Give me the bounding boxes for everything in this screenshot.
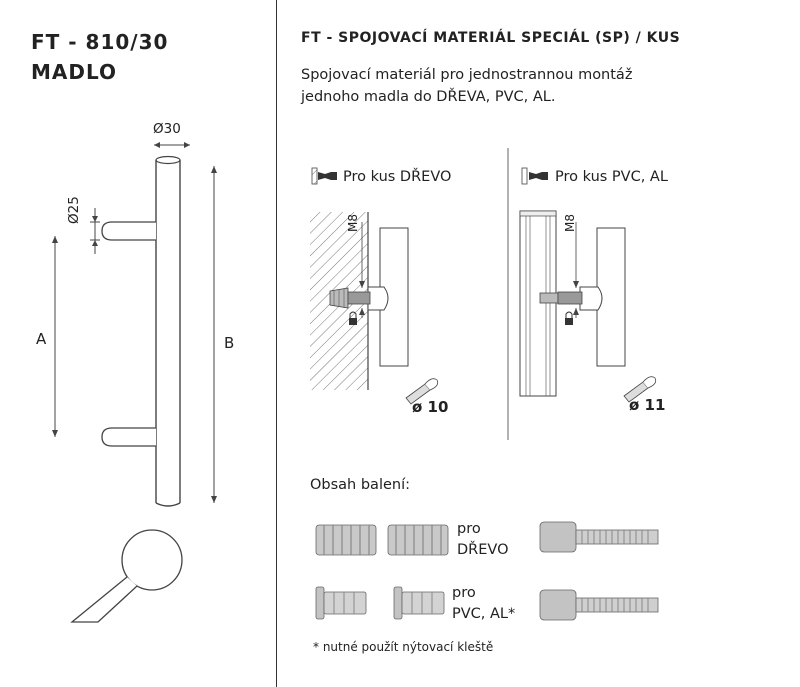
wood-insert-1 bbox=[316, 525, 376, 555]
product-code: FT - 810/30 bbox=[31, 30, 169, 54]
wood-thread-label: M8 bbox=[346, 214, 360, 232]
wood-row-label-2: DŘEVO bbox=[457, 542, 509, 558]
description-line-1: Spojovací materiál pro jednostrannou montáž bbox=[301, 67, 633, 83]
bar-diameter-label: Ø30 bbox=[153, 121, 181, 137]
wood-row-label-1: pro bbox=[457, 521, 481, 537]
description-line-2: jednoho madla do DŘEVA, PVC, AL. bbox=[301, 89, 556, 105]
product-type: MADLO bbox=[31, 60, 118, 84]
bolt-2 bbox=[540, 590, 658, 620]
rivet-nut-1 bbox=[316, 587, 366, 619]
contents-title: Obsah balení: bbox=[310, 477, 410, 493]
dimension-a-label: A bbox=[36, 330, 47, 348]
leg-diameter-label: Ø25 bbox=[66, 196, 82, 224]
wood-insert-2 bbox=[388, 525, 448, 555]
pvc-drill-label: ø 11 bbox=[629, 396, 666, 414]
pvc-row-label-2: PVC, AL* bbox=[452, 606, 516, 622]
footnote: * nutné použít nýtovací kleště bbox=[313, 640, 494, 654]
wood-panel-label: Pro kus DŘEVO bbox=[343, 169, 452, 185]
pvc-panel-label: Pro kus PVC, AL bbox=[555, 169, 668, 185]
bolt-1 bbox=[540, 522, 658, 552]
rivet-nut-2 bbox=[394, 587, 444, 619]
pvc-thread-label: M8 bbox=[563, 214, 577, 232]
pvc-row-label-1: pro bbox=[452, 585, 476, 601]
wood-drill-label: ø 10 bbox=[412, 398, 449, 416]
dimension-b-label: B bbox=[224, 334, 235, 352]
section-heading: FT - SPOJOVACÍ MATERIÁL SPECIÁL (SP) / KUS bbox=[301, 30, 681, 46]
